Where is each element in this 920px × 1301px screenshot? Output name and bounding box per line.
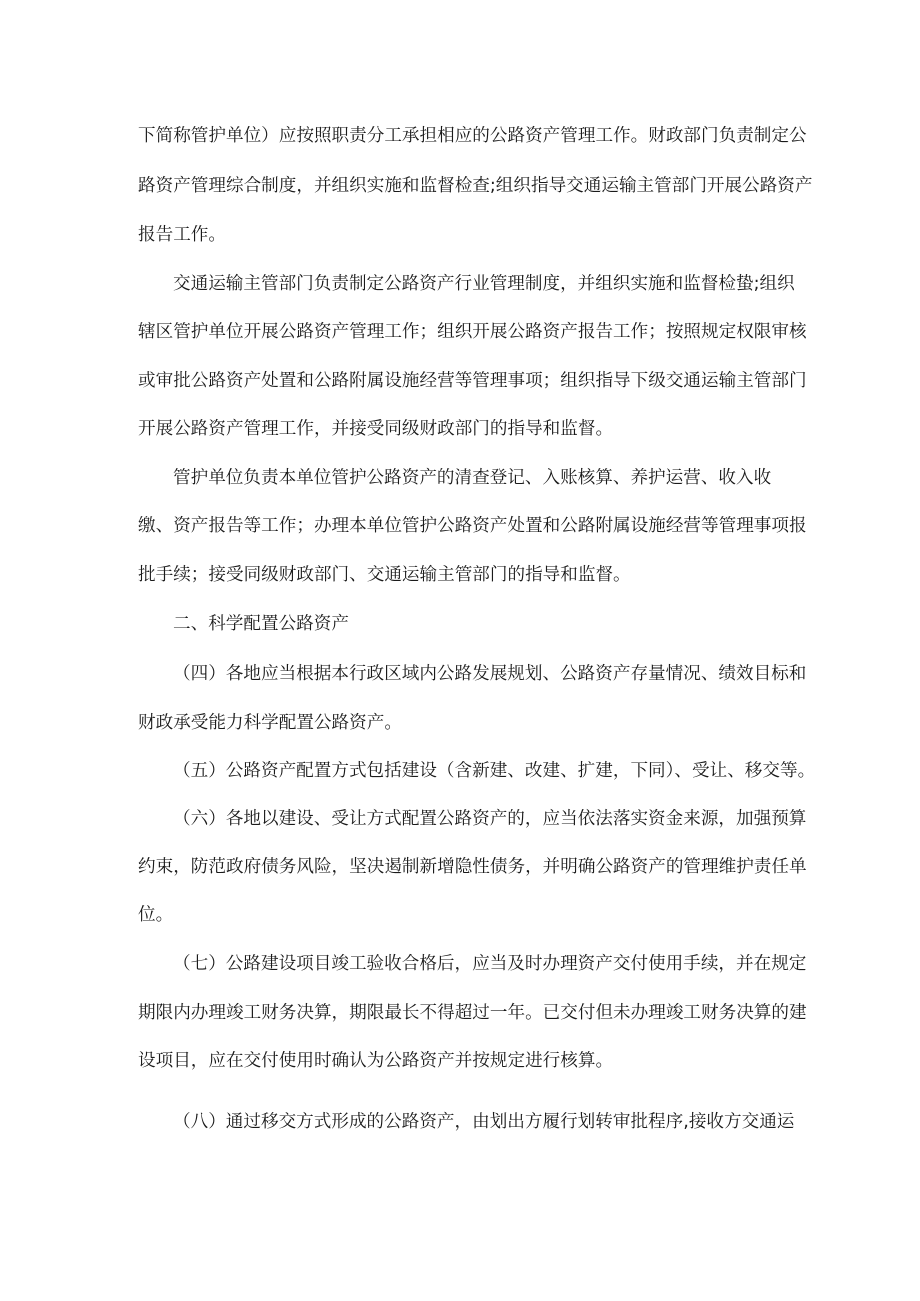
text-line: 或审批公路资产处置和公路附属设施经营等管理事项；组织指导下级交通运输主管部门: [138, 371, 807, 391]
text-line: 辖区管护单位开展公路资产管理工作；组织开展公路资产报告工作；按照规定权限审核: [138, 322, 807, 342]
text-line: 位。: [138, 905, 174, 925]
text-line: 约束，防范政府债务风险，坚决遏制新增隐性债务，并明确公路资产的管理维护责任单: [138, 857, 807, 877]
text-line: 交通运输主管部门负责制定公路资产行业管理制度，并组织实施和监督检蛰;组织: [173, 274, 795, 294]
text-line: 财政承受能力科学配置公路资产。: [138, 713, 402, 733]
text-line: 开展公路资产管理工作，并接受同级财政部门的指导和监督。: [138, 419, 614, 439]
text-line: （五）公路资产配置方式包括建设（含新建、改建、扩建，下同）、受让、移交等。: [173, 761, 816, 781]
section-heading: 二、科学配置公路资产: [173, 614, 349, 634]
text-line: 报告工作。: [138, 225, 226, 245]
text-line: （六）各地以建设、受让方式配置公路资产的，应当依法落实资金来源，加强预算: [173, 809, 807, 829]
text-line: 下简称管护单位）应按照职责分工承担相应的公路资产管理工作。财政部门负责制定公: [138, 126, 807, 146]
text-line: 路资产管理综合制度，并组织实施和监督检查;组织指导交通运输主管部门开展公路资产: [138, 176, 813, 196]
text-line: 批手续；接受同级财政部门、交通运输主管部门的指导和监督。: [138, 565, 631, 585]
text-line: （七）公路建设项目竣工验收合格后，应当及时办理资产交付使用手续，并在规定: [173, 954, 807, 974]
text-line: 设项目，应在交付使用时确认为公路资产并按规定进行核算。: [138, 1051, 614, 1071]
text-line: 缴、资产报告等工作；办理本单位管护公路资产处置和公路附属设施经营等管理事项报: [138, 516, 807, 536]
text-line: （八）通过移交方式形成的公路资产，由划出方履行划转审批程序,接收方交通运: [173, 1112, 795, 1132]
text-line: 管护单位负责本单位管护公路资产的清查登记、入账核算、养护运营、收入收: [173, 468, 772, 488]
text-line: （四）各地应当根据本行政区域内公路发展规划、公路资产存量情况、绩效目标和: [173, 664, 807, 684]
text-line: 期限内办理竣工财务决算，期限最长不得超过一年。已交付但未办理竣工财务决算的建: [138, 1003, 807, 1023]
